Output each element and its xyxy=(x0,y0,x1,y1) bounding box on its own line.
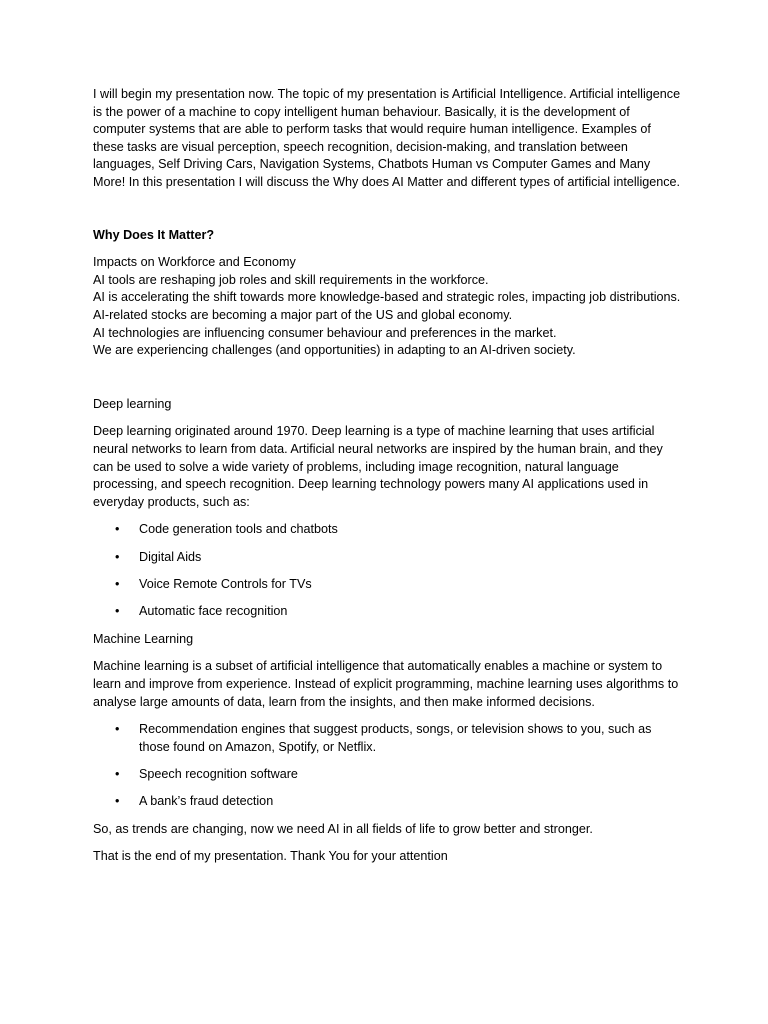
bullet-icon: • xyxy=(115,722,120,737)
impact-line: AI-related stocks are becoming a major part of the US and global economy. xyxy=(93,307,513,322)
list-item-text: Automatic face recognition xyxy=(139,604,288,619)
why-heading: Why Does It Matter? xyxy=(93,227,215,242)
list-item xyxy=(93,549,683,567)
bullet-icon: • xyxy=(115,604,120,619)
impact-line: AI tools are reshaping job roles and skill requirements in the workforce. xyxy=(93,272,489,287)
closing-thanks: That is the end of my presentation. Thank You for your attention xyxy=(93,849,448,864)
list-item-text: Voice Remote Controls for TVs xyxy=(139,576,312,591)
bullet-icon: • xyxy=(115,549,120,564)
impact-line: AI technologies are influencing consumer behaviour and preferences in the market. xyxy=(93,325,557,340)
closing-paragraph: So, as trends are changing, now we need AI in all fields of life to grow better and stronger. xyxy=(93,821,593,836)
machine-learning-paragraph: Machine learning is a subset of artificial intelligence that automatically enables a machine or system to learn and improve from experience. Instead of explicit programming, machine learning uses algorithms to analyse large amounts of data, learn from the insights, and then make informed decisions. xyxy=(93,659,679,709)
intro-paragraph: I will begin my presentation now. The topic of my presentation is Artificial Intelligence. Artificial intelligence is the power of a machine to copy intelligent human behaviour. Basically, it is the development of computer systems that are able to perform tasks that would require human intelligence. Examples of these tasks are visual perception, speech recognition, decision-making, and translation between languages, Self Driving Cars, Navigation Systems, Chatbots Human vs Computer Games and Many More! In this presentation I will discuss the Why does AI Matter and different types of artificial intelligence. xyxy=(93,87,681,189)
list-item xyxy=(93,576,683,594)
impacts-block xyxy=(93,254,683,360)
bullet-icon: • xyxy=(115,576,120,591)
bullet-icon: • xyxy=(115,766,120,781)
impacts-subheading: Impacts on Workforce and Economy xyxy=(93,255,296,270)
bullet-icon: • xyxy=(115,794,120,809)
impact-line: We are experiencing challenges (and opportunities) in adapting to an AI-driven society. xyxy=(93,343,576,358)
machine-learning-list xyxy=(93,721,683,811)
list-item xyxy=(93,603,683,621)
list-item-text: A bank’s fraud detection xyxy=(139,794,274,809)
list-item xyxy=(93,793,683,811)
list-item xyxy=(93,721,683,756)
document-page xyxy=(93,86,683,866)
list-item xyxy=(93,521,683,539)
list-item-text: Recommendation engines that suggest products, songs, or television shows to you, such as those found on Amazon, Spotify, or Netflix. xyxy=(139,722,652,754)
bullet-icon: • xyxy=(115,522,120,537)
list-item-text: Digital Aids xyxy=(139,549,202,564)
machine-learning-heading: Machine Learning xyxy=(93,631,194,646)
list-item-text: Code generation tools and chatbots xyxy=(139,522,338,537)
list-item xyxy=(93,766,683,784)
deep-learning-heading: Deep learning xyxy=(93,396,172,411)
deep-learning-paragraph: Deep learning originated around 1970. Deep learning is a type of machine learning that uses artificial neural networks to learn from data. Artificial neural networks are inspired by the human brain, and they can be used to solve a wide variety of problems, including image recognition, natural language processing, and speech recognition. Deep learning technology powers many AI applications used in everyday products, such as: xyxy=(93,424,663,509)
deep-learning-list xyxy=(93,521,683,620)
impact-line: AI is accelerating the shift towards more knowledge-based and strategic roles, impacting job distributions. xyxy=(93,290,681,305)
list-item-text: Speech recognition software xyxy=(139,766,298,781)
